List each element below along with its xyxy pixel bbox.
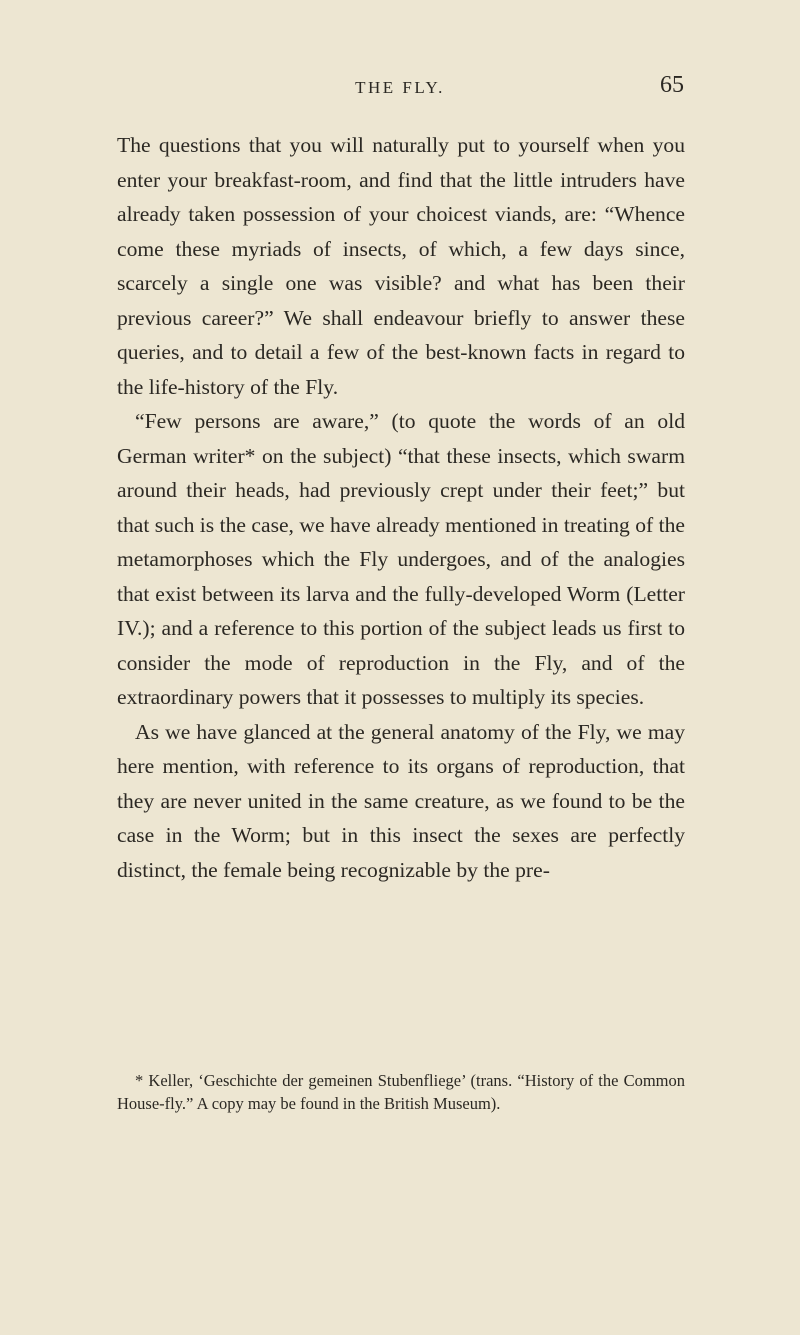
body-text [117,128,685,887]
paragraph-3: As we have glanced at the general anatomy of the Fly, we may here mention, with reference to its organs of reproduction, that they are never united in the same creature, as we found to be the case in the Worm; but in this insect the sexes are perfectly distinct, the female being recognizable by the pre- [117,719,685,882]
running-title: THE FLY. [355,78,445,97]
footnote: * Keller, ‘Geschichte der gemeinen Stubenfliege’ (trans. “History of the Common House-fly.” A copy may be found in the British Museum). [117,1071,685,1113]
page-number: 65 [660,72,684,98]
paragraph-2: “Few persons are aware,” (to quote the words of an old German writer* on the subject) “that these insects, which swarm around their heads, had previously crept under their feet;” but that such is the case, we have already mentioned in treating of the metamorphoses which the Fly undergoes, and of the analogies that exist between its larva and the fully-developed Worm (Letter IV.); and a reference to this portion of the subject leads us first to consider the mode of reproduction in the Fly, and of the extraordinary powers that it possesses to multiply its species. [117,409,685,709]
running-head [116,72,684,108]
paragraph-1: The questions that you will naturally put to yourself when you enter your breakfast-room, and find that the little intruders have already taken possession of your choicest viands, are: “Whence come these myriads of insects, of which, a few days since, scarcely a single one was visible? and what has been their previous career?” We shall endeavour briefly to answer these queries, and to detail a few of the best-known facts in regard to the life-history of the Fly. [117,133,685,399]
